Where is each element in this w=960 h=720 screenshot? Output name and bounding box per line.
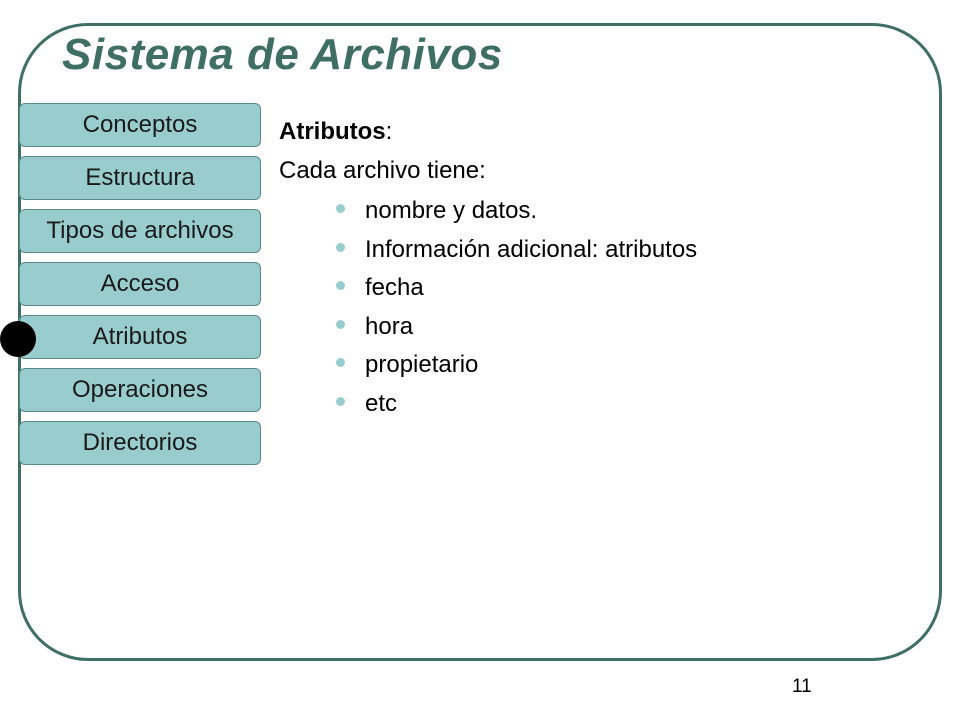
nav-item-conceptos[interactable]: Conceptos — [19, 103, 261, 147]
list-item — [279, 192, 919, 231]
nav-item-operaciones[interactable]: Operaciones — [19, 368, 261, 412]
list-item-text: etc — [365, 389, 398, 417]
content-intro: Cada archivo tiene: — [279, 157, 486, 184]
list-item — [279, 385, 919, 424]
list-item — [279, 269, 919, 308]
nav-item-acceso[interactable]: Acceso — [19, 262, 261, 306]
nav-item-atributos[interactable]: Atributos — [19, 315, 261, 359]
list-item-text: propietario — [365, 351, 479, 378]
slide-content — [279, 112, 919, 423]
list-item — [279, 308, 919, 347]
bullet-icon — [336, 281, 345, 290]
list-item — [279, 346, 919, 385]
nav-item-estructura[interactable]: Estructura — [19, 156, 261, 200]
list-item-text: hora — [365, 312, 414, 340]
nav-item-tipos-de-archivos[interactable]: Tipos de archivos — [19, 209, 261, 253]
bullet-icon — [336, 320, 345, 329]
bullet-icon — [336, 358, 345, 367]
slide-title: Sistema de Archivos — [62, 30, 503, 79]
page-number: 11 — [792, 676, 812, 697]
list-item-text: Información adicional: atributos — [365, 235, 698, 263]
nav-item-directorios[interactable]: Directorios — [19, 421, 261, 465]
content-heading-text: Atributos — [279, 118, 386, 145]
list-item — [279, 231, 919, 270]
bullet-icon — [336, 397, 345, 406]
content-heading-colon: : — [385, 118, 393, 145]
bullet-icon — [336, 204, 345, 213]
bullet-icon — [336, 243, 345, 252]
content-heading — [279, 112, 919, 152]
active-section-marker — [0, 321, 36, 357]
list-item-text: fecha — [365, 274, 424, 301]
attribute-list — [279, 192, 919, 423]
list-item-text: nombre y datos. — [365, 197, 538, 224]
